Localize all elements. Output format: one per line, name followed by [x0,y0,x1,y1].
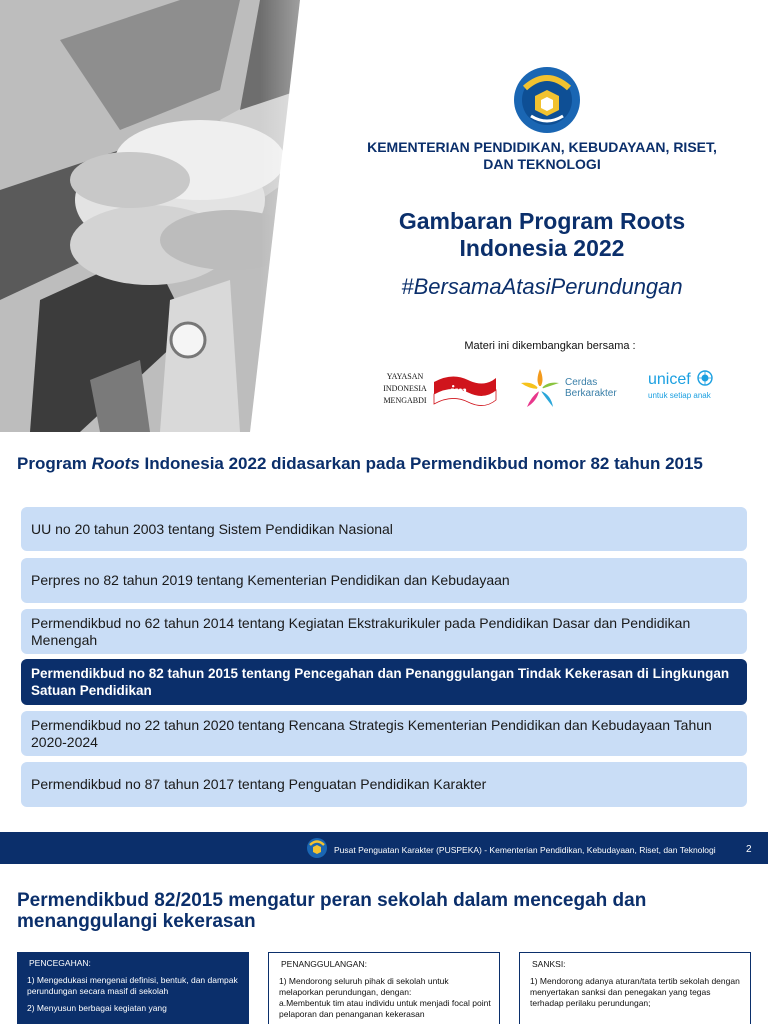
cover-title-line-2: Indonesia 2022 [459,235,625,261]
regulation-item: Permendikbud no 22 tahun 2020 tentang Rencana Strategis Kementerian Pendidikan dan Kebudayaan Tahun 2020-2024 [21,711,747,756]
school-role-title: Permendikbud 82/2015 mengatur peran sekolah dalam mencegah dan menanggulangi kekerasan [17,890,647,932]
sanksi-point-1: 1) Mendorong adanya aturan/tata tertib sekolah dengan menyertakan sanksi dan penegakan yang tegas terhadap perilaku perundungan; [530,976,740,1008]
unicef-tagline: untuk setiap anak [648,391,711,400]
developed-with-label: Materi ini dikembangkan bersama : [464,340,636,352]
penanggulangan-box [268,952,500,1024]
yim-flag-icon [432,372,498,406]
hands-together-photo [0,0,372,432]
regulation-item: Permendikbud no 62 tahun 2014 tentang Kegiatan Ekstrakurikuler pada Pendidikan Dasar dan Pendidikan Menengah [21,609,747,654]
sanksi-heading: SANKSI: [532,959,566,969]
cerdas-berkarakter-logo [517,365,627,413]
slide-school-role [0,864,768,1024]
regulation-item-highlighted: Permendikbud no 82 tahun 2015 tentang Pencegahan dan Penanggulangan Tindak Kekerasan di Lingkungan Satuan Pendidikan [21,659,747,705]
cover-title-line-1: Gambaran Program Roots [398,208,686,234]
cerdas-text: Cerdas Berkarakter [565,377,617,399]
pencegahan-point-2: 2) Menyusun berbagai kegiatan yang [27,1003,167,1013]
ministry-line-2: DAN TEKNOLOGI [483,156,601,172]
penanggulangan-point-a: a.Membentuk tim atau individu untuk menjadi focal point pelaporan dan penanganan kekerasan [279,998,491,1019]
slide-footer [0,832,768,864]
pencegahan-box [17,952,249,1024]
yim-mark: im [450,383,467,400]
footer-text: Pusat Penguatan Karakter (PUSPEKA) - Kementerian Pendidikan, Kebudayaan, Riset, dan Teknologi [334,845,716,855]
regulation-item: UU no 20 tahun 2003 tentang Sistem Pendidikan Nasional [21,507,747,551]
ministry-line-1: KEMENTERIAN PENDIDIKAN, KEBUDAYAAN, RISET, [367,139,717,155]
unicef-name: unicef [648,371,691,388]
slide-cover [0,0,768,432]
pencegahan-heading: PENCEGAHAN: [29,958,91,968]
tut-wuri-small-icon [306,837,328,859]
regulation-item: Perpres no 82 tahun 2019 tentang Kementerian Pendidikan dan Kebudayaan [21,558,747,603]
yim-text: YAYASAN INDONESIA MENGABDI [383,372,427,405]
unicef-logo [648,370,738,410]
pencegahan-point-1: 1) Mengedukasi mengenai definisi, bentuk, dan dampak perundungan secara masif di sekolah [27,975,238,996]
hashtag: #BersamaAtasiPerundungan [401,274,683,299]
yayasan-indonesia-mengabdi-logo [380,369,500,409]
cover-title [330,208,754,262]
sanksi-box [519,952,751,1024]
regulation-item: Permendikbud no 87 tahun 2017 tentang Penguatan Pendidikan Karakter [21,762,747,807]
page-number: 2 [746,844,752,855]
unicef-globe-icon [697,370,713,386]
slide-legal-basis [0,432,768,864]
ministry-name [330,139,754,173]
roots-emphasis: Roots [91,454,140,473]
cerdas-star-icon [517,365,563,413]
tut-wuri-handayani-logo [513,66,581,134]
legal-basis-title: Program Roots Indonesia 2022 didasarkan pada Permendikbud nomor 82 tahun 2015 [17,454,703,473]
penanggulangan-heading: PENANGGULANGAN: [281,959,367,969]
penanggulangan-point-1: 1) Mendorong seluruh pihak di sekolah untuk melaporkan perundungan, dengan: [279,976,449,997]
